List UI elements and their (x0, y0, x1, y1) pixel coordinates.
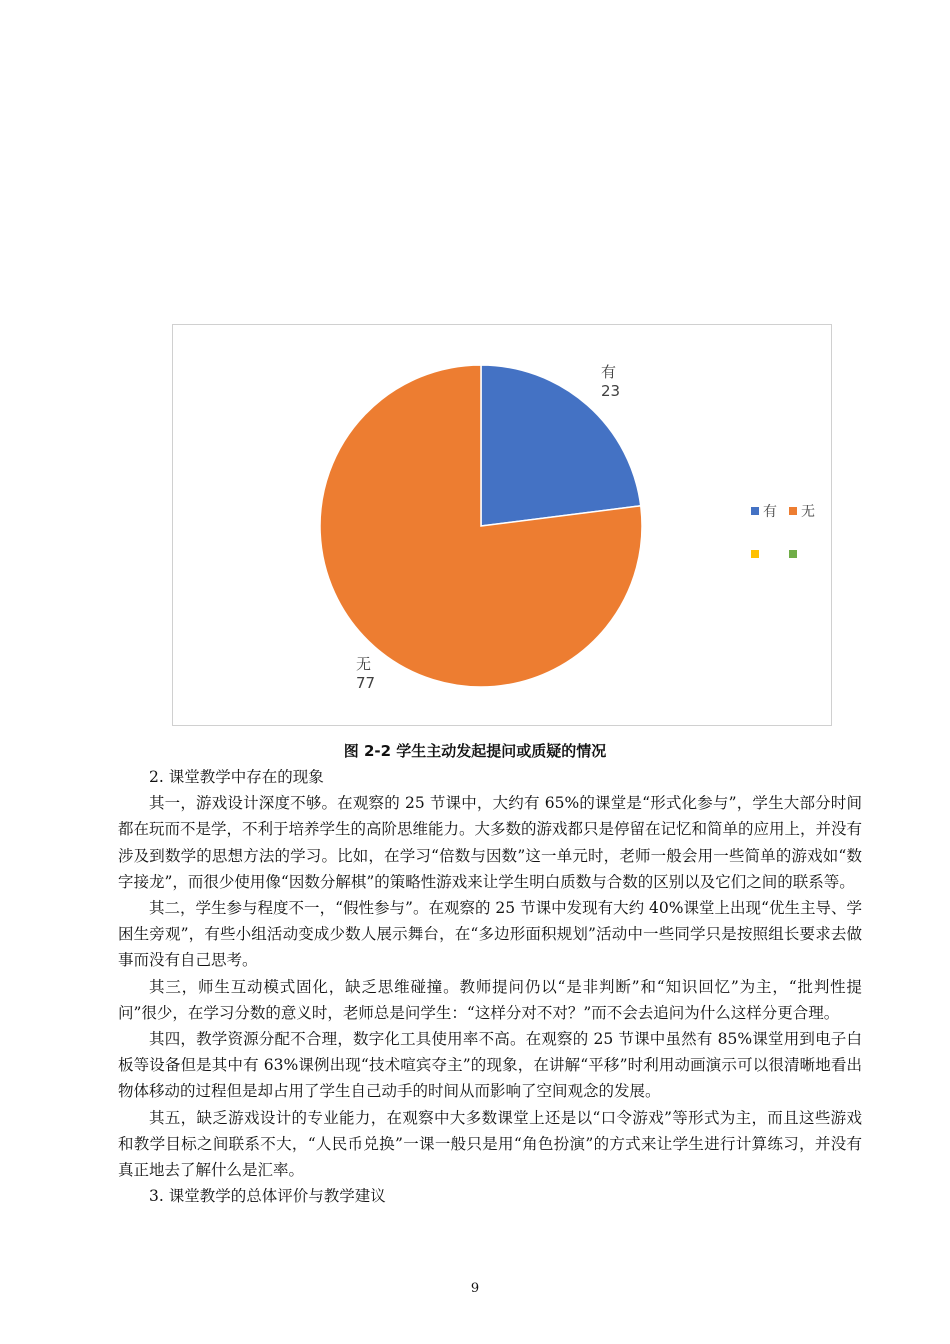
page-number: 9 (470, 1281, 480, 1296)
slice-label-value: 77 (356, 674, 376, 692)
paragraph: 其一，游戏设计深度不够。在观察的 25 节课中，大约有 65%的课堂是“形式化参与”，学生大部分时间都在玩而不是学，不利于培养学生的高阶思维能力。大多数的游戏都只是停留在记忆和简单的应用上，并没有涉及到数学的思想方法的学习。比如，在学习“倍数与因数”这一单元时，老师一般会用一些简单的游戏如“数字接龙”，而很少使用像“因数分解棋”的策略性游戏来让学生明白质数与合数的区别以及它们之间的联系等。 (118, 794, 863, 891)
legend-swatch (751, 507, 759, 515)
figure-caption: 图 2-2 学生主动发起提问或质疑的情况 (343, 742, 607, 760)
paragraph: 其二，学生参与程度不一，“假性参与”。在观察的 25 节课中发现有大约 40%课堂上出现“优生主导、学困生旁观”，有些小组活动变成少数人展示舞台，在“多边形面积规划”活动中一些同学只是按照组长要求去做事而没有自己思考。 (118, 899, 862, 970)
legend-label: 无 (801, 504, 815, 520)
paragraph: 其五，缺乏游戏设计的专业能力，在观察中大多数课堂上还是以“口令游戏”等形式为主，而且这些游戏和教学目标之间联系不大，“人民币兑换”一课一般只是用“角色扮演”的方式来让学生进行计算练习，并没有真正地去了解什么是汇率。 (118, 1108, 862, 1180)
legend-swatch (789, 550, 797, 558)
slice-label-category: 无 (356, 655, 372, 673)
paragraph: 其四，教学资源分配不合理，数字化工具使用率不高。在观察的 25 节课中虽然有 85%课堂用到电子白板等设备但是其中有 63%课例出现“技术喧宾夺主”的现象，在讲解“平移”时利用动画演示可以很清晰地看出物体移动的过程但是却占用了学生自己动手的时间从而影响了空间观念的发展。 (118, 1030, 862, 1101)
legend-label: 有 (763, 504, 777, 520)
paragraph: 其三，师生互动模式固化，缺乏思维碰撞。教师提问仍以“是非判断”和“知识回忆”为主，“批判性提问”很少，在学习分数的意义时，老师总是问学生：“这样分对不对？”而不会去追问为什么这样分更合理。 (118, 977, 862, 1022)
section-heading: 2. 课堂教学中存在的现象 (149, 768, 324, 786)
slice-label-category: 有 (601, 363, 617, 381)
pie-chart-frame (172, 324, 832, 726)
slice-label-value: 23 (601, 382, 621, 400)
legend-swatch (789, 507, 797, 515)
legend-swatch (751, 550, 759, 558)
section-heading: 3. 课堂教学的总体评价与教学建议 (149, 1187, 386, 1206)
pie-chart (173, 325, 833, 727)
body-text (118, 764, 862, 1209)
